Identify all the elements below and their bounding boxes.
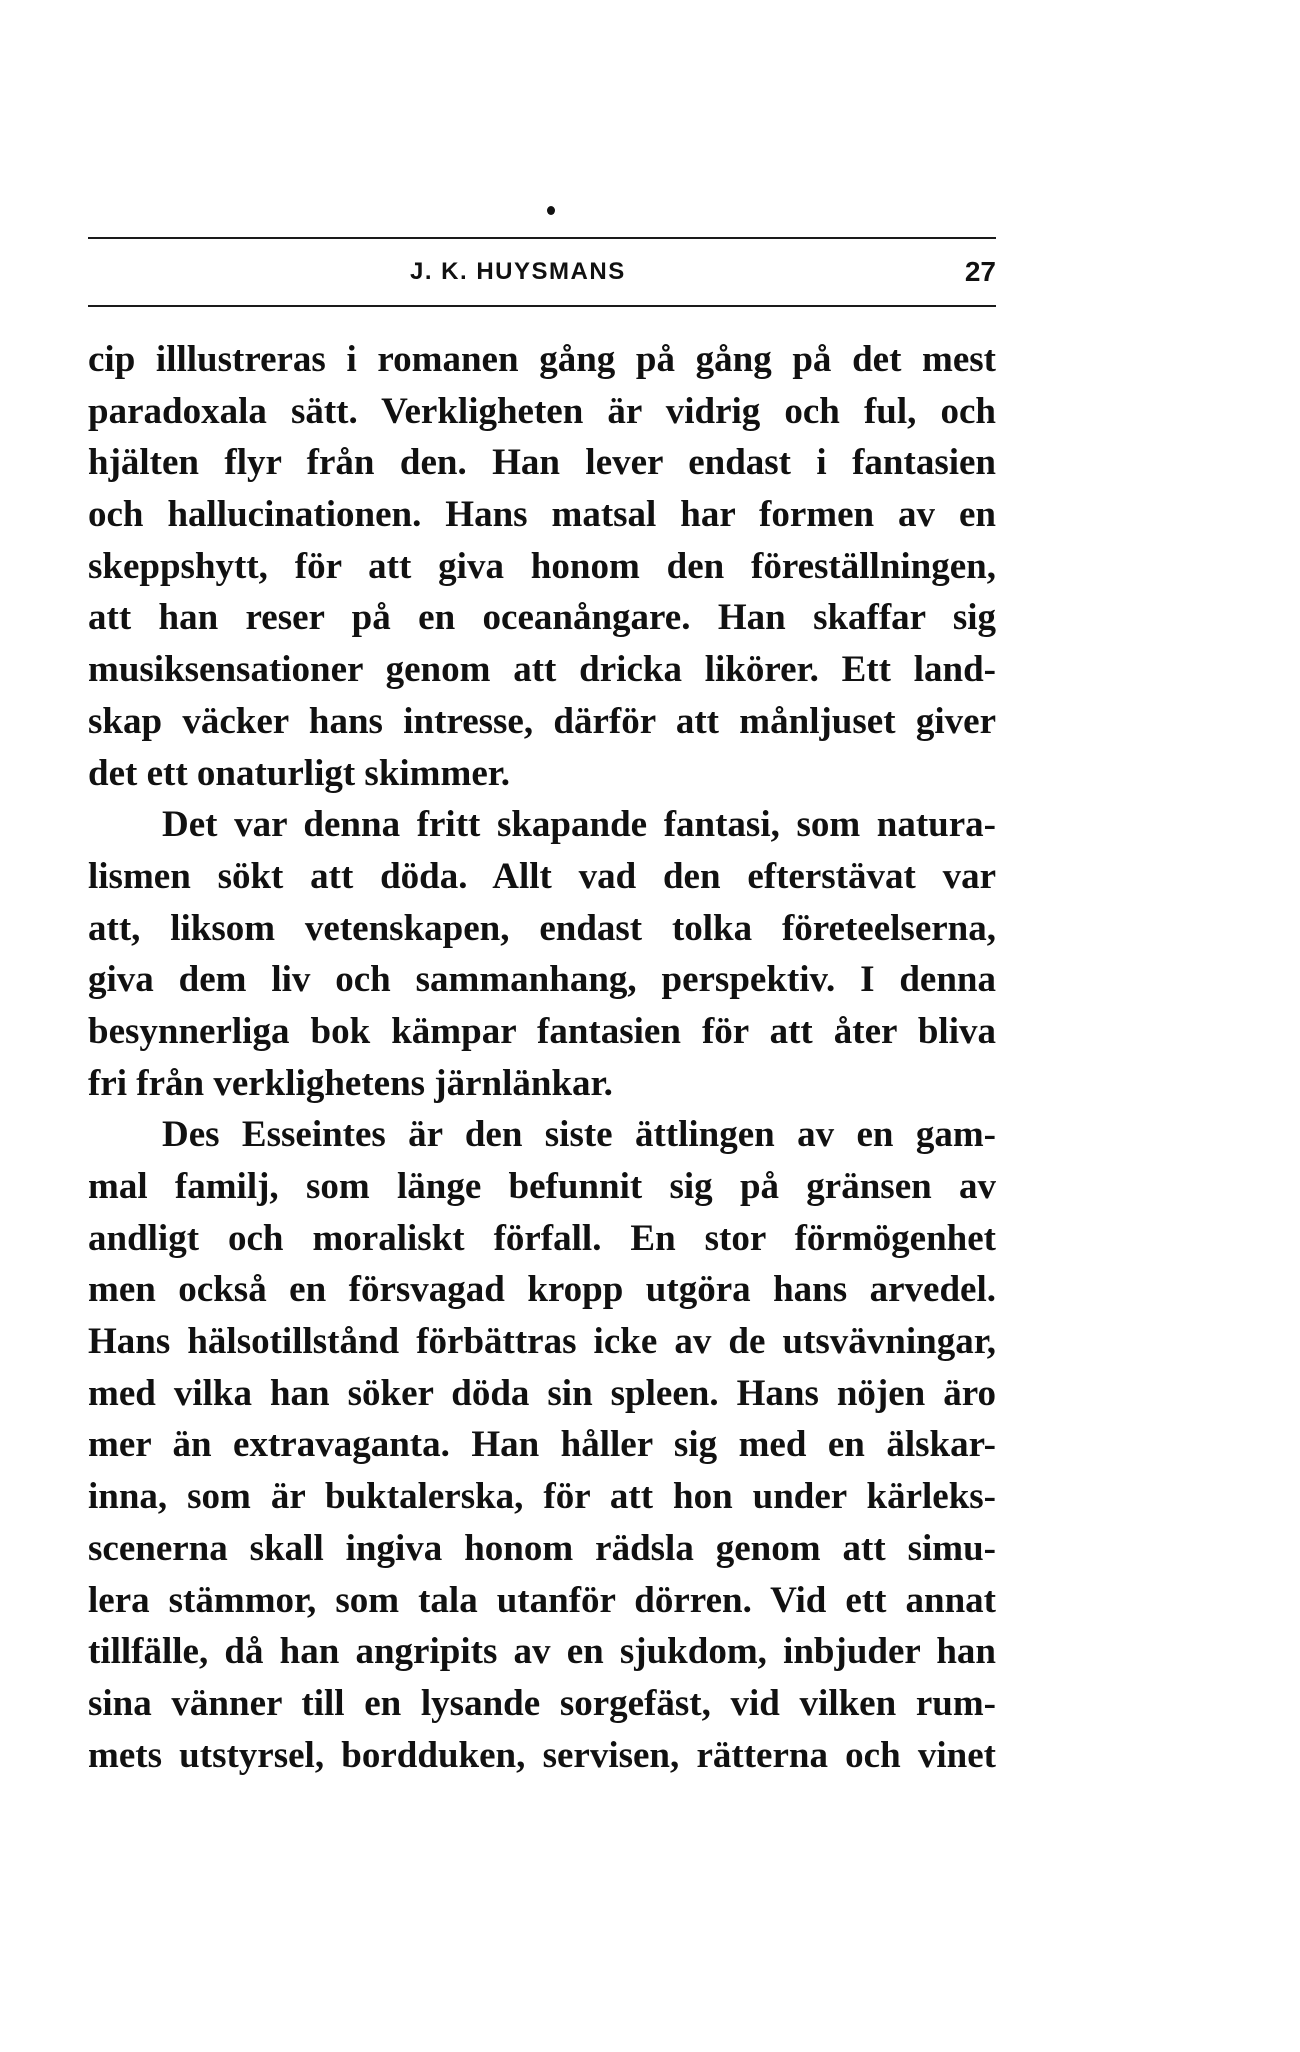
text-line: skeppshytt, för att giva honom den föreställningen, — [88, 545, 996, 587]
running-title: J. K. HUYSMANS — [410, 258, 626, 285]
text-line: scenerna skall ingiva honom rädsla genom att simu- — [88, 1527, 996, 1569]
text-line: men också en försvagad kropp utgöra hans arvedel. — [88, 1269, 996, 1311]
text-line: tillfälle, då han angripits av en sjukdom, inbjuder han — [88, 1631, 996, 1673]
running-head — [88, 258, 996, 298]
text-line: att han reser på en oceanångare. Han skaffar sig — [88, 597, 996, 639]
text-line: mal familj, som länge befunnit sig på gränsen av — [88, 1166, 996, 1207]
header-rule-top — [88, 237, 996, 239]
text-line: fri från verklighetens järnlänkar. — [88, 1062, 613, 1104]
text-line: musiksensationer genom att dricka likörer. Ett land- — [88, 649, 996, 691]
text-line: Hans hälsotillstånd förbättras icke av de utsvävningar, — [88, 1321, 996, 1363]
text-line: cip illlustreras i romanen gång på gång på det mest — [88, 339, 996, 380]
text-line: att, liksom vetenskapen, endast tolka företeelserna, — [88, 907, 996, 949]
text-line: skap väcker hans intresse, därför att månljuset giver — [88, 700, 996, 742]
text-line: besynnerliga bok kämpar fantasien för att åter bliva — [88, 1010, 996, 1052]
print-mark — [547, 206, 555, 215]
text-line: med vilka han söker döda sin spleen. Hans nöjen äro — [88, 1372, 996, 1414]
body-text — [88, 334, 996, 1781]
text-line: sina vänner till en lysande sorgefäst, vid vilken rum- — [88, 1682, 996, 1724]
text-line: det ett onaturligt skimmer. — [88, 752, 511, 794]
text-line: mer än extravaganta. Han håller sig med en älskar- — [88, 1424, 996, 1466]
text-line: mets utstyrsel, bordduken, servisen, rätterna och vinet — [88, 1734, 996, 1776]
text-line: inna, som är buktalerska, för att hon under kärleks- — [88, 1476, 996, 1518]
text-line: hjälten flyr från den. Han lever endast i fantasien — [88, 442, 996, 484]
text-line: andligt och moraliskt förfall. En stor förmögenhet — [88, 1217, 996, 1259]
text-line: Des Esseintes är den siste ättlingen av en gam- — [162, 1114, 996, 1156]
text-line: lismen sökt att döda. Allt vad den efterstävat var — [88, 855, 996, 897]
text-line: Det var denna fritt skapande fantasi, som natura- — [162, 804, 996, 846]
text-line: och hallucinationen. Hans matsal har formen av en — [88, 494, 996, 536]
text-line: giva dem liv och sammanhang, perspektiv. I denna — [88, 959, 996, 1001]
text-line: paradoxala sätt. Verkligheten är vidrig och ful, och — [88, 390, 996, 432]
text-line: lera stämmor, som tala utanför dörren. Vid ett annat — [88, 1579, 996, 1621]
header-rule-bottom — [88, 305, 996, 307]
page-number: 27 — [964, 256, 996, 287]
